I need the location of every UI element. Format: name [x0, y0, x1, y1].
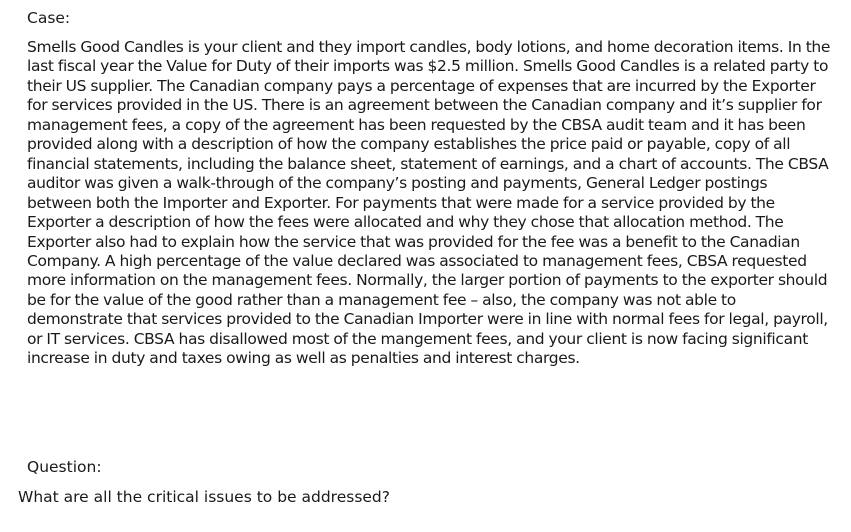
- question-text: What are all the critical issues to be addressed?: [18, 488, 390, 506]
- case-heading: Case:: [27, 9, 71, 27]
- question-heading: Question:: [27, 458, 102, 476]
- case-body-text: Smells Good Candles is your client and they import candles, body lotions, and home decoration items. In the last fiscal year the Value for Duty of their imports was $2.5 million. Smells Good Candles is a related party to their US supplier. The Canadian company pays a percentage of expenses that are incurred by the Exporter for services provided in the US. There is an agreement between the Canadian company and it’s supplier for management fees, a copy of the agreement has been requested by the CBSA audit team and it has been provided along with a description of how the company establishes the price paid or payable, copy of all financial statements, including the balance sheet, statement of earnings, and a chart of accounts. The CBSA auditor was given a walk-through of the company’s posting and payments, General Ledger postings between both the Importer and Exporter. For payments that were made for a service provided by the Exporter a description of how the fees were allocated and why they chose that allocation method. The Exporter also had to explain how the service that was provided for the fee was a benefit to the Canadian Company. A high percentage of the value declared was associated to management fees, CBSA requested more information on the management fees. Normally, the larger portion of payments to the exporter should be for the value of the good rather than a management fee – also, the company was not able to demonstrate that services provided to the Canadian Importer were in line with normal fees for legal, payroll, or IT services. CBSA has disallowed most of the mangement fees, and your client is now facing significant increase in duty and taxes owing as well as penalties and interest charges.: [27, 38, 831, 368]
